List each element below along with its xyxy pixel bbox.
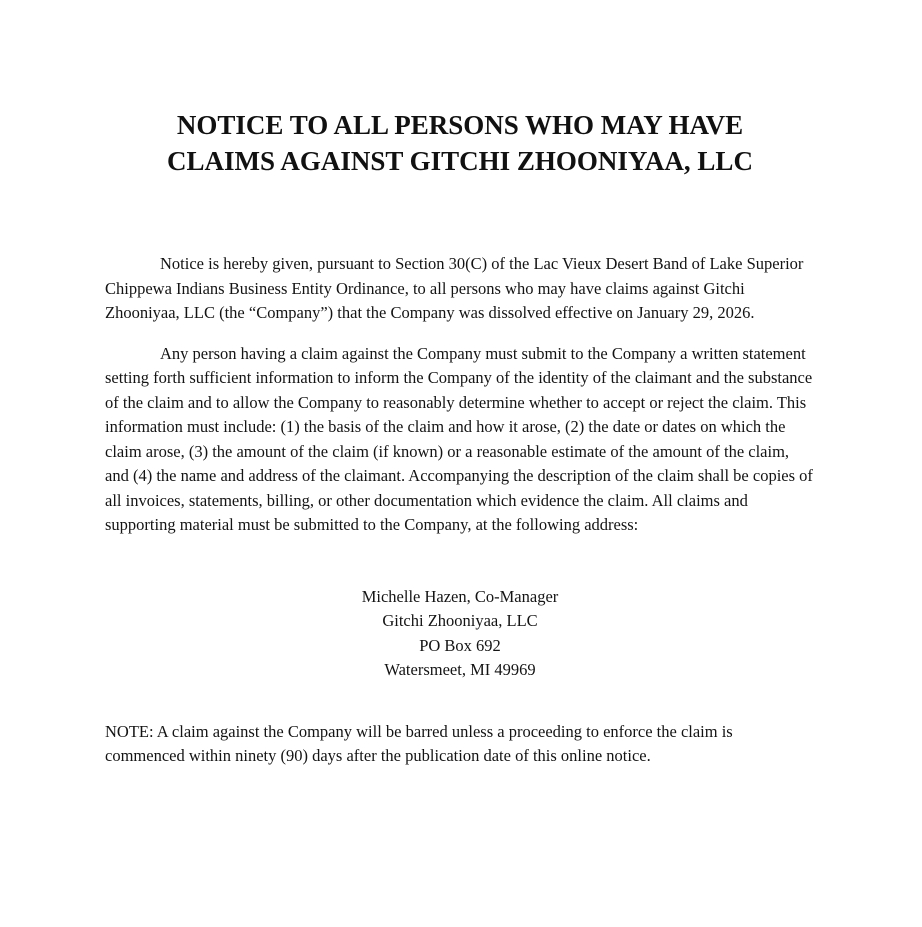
- address-line-company-name: Gitchi Zhooniyaa, LLC: [382, 611, 538, 630]
- address-line-city-state-zip: Watersmeet, MI 49969: [384, 660, 536, 679]
- document-title: [105, 107, 815, 179]
- address-line-po-box: PO Box 692: [419, 635, 501, 655]
- address-block: [105, 585, 815, 683]
- paragraph-claim-instructions: Any person having a claim against the Company must submit to the Company a written statement setting forth sufficient information to inform the Company of the identity of the claimant and the substance of the claim and to allow the Company to reasonably determine whether to accept or reject the claim. This information must include: (1) the basis of the claim and how it arose, (2) the date or dates on which the claim arose, (3) the amount of the claim (if known) or a reasonable estimate of the amount of the claim, and (4) the name and address of the claimant. Accompanying the description of the claim shall be copies of all invoices, statements, billing, or other documentation which evidence the claim. All claims and supporting material must be submitted to the Company, at the following address:: [105, 343, 813, 534]
- paragraph-dissolution-notice: Notice is hereby given, pursuant to Section 30(C) of the Lac Vieux Desert Band of Lake Superior Chippewa Indians Business Entity Ordinance, to all persons who may have claims against Gitchi Zhooniyaa, LLC (the “Company”) that the Company was dissolved effective on January 29, 2026.: [105, 254, 804, 322]
- note-paragraph: NOTE: A claim against the Company will be barred unless a proceeding to enforce the claim is commenced within ninety (90) days after the publication date of this online notice.: [105, 721, 733, 765]
- title-line-1: NOTICE TO ALL PERSONS WHO MAY HAVE: [176, 110, 744, 140]
- title-line-2: CLAIMS AGAINST GITCHI ZHOONIYAA, LLC: [167, 146, 753, 176]
- address-line-contact-name: Michelle Hazen, Co-Manager: [361, 586, 559, 606]
